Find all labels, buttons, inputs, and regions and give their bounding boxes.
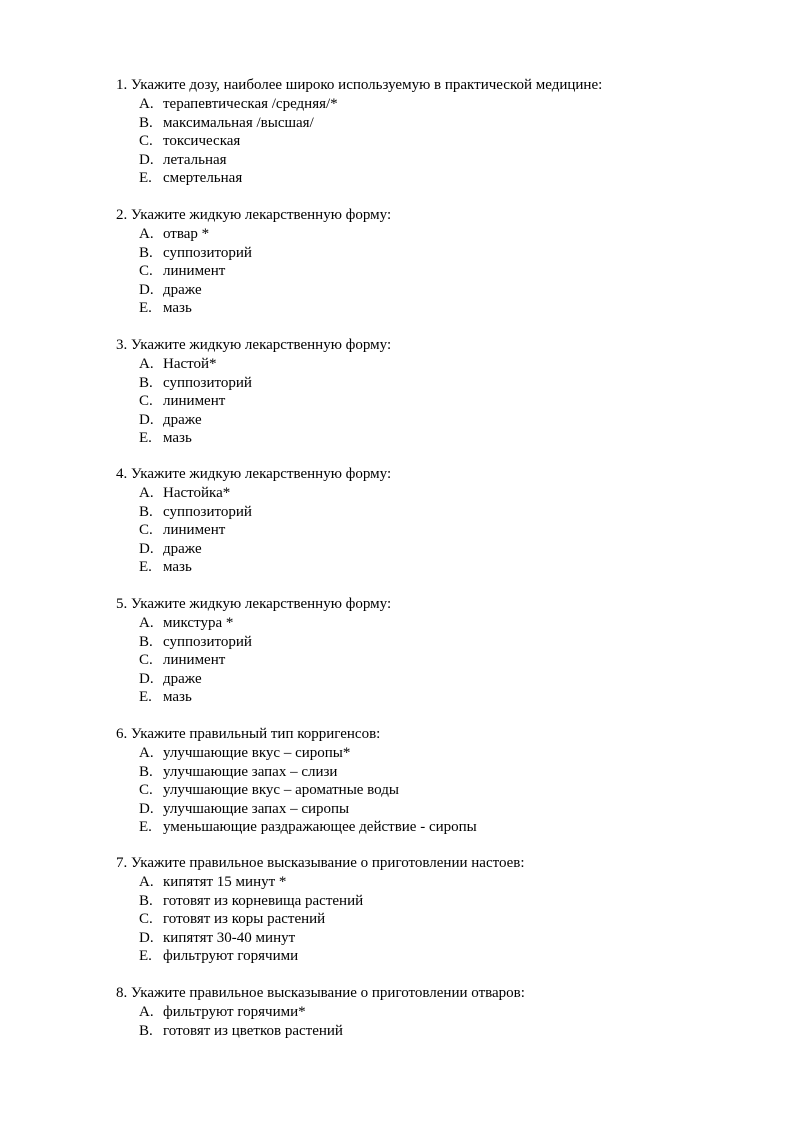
answer-option-c bbox=[116, 392, 776, 411]
option-text: максимальная /высшая/ bbox=[163, 114, 314, 131]
answer-options bbox=[116, 744, 776, 837]
option-letter: C. bbox=[139, 393, 153, 410]
option-letter: E. bbox=[139, 948, 152, 965]
option-text: отвар * bbox=[163, 226, 210, 242]
option-letter: D. bbox=[139, 411, 154, 428]
option-text: кипятят 30-40 минут bbox=[163, 929, 296, 946]
question-6 bbox=[116, 725, 776, 837]
option-letter: A. bbox=[139, 615, 154, 631]
answer-option-d bbox=[116, 281, 776, 300]
answer-option-e bbox=[116, 429, 776, 448]
answer-option-d bbox=[116, 411, 776, 430]
option-letter: A. bbox=[139, 485, 154, 501]
option-letter: B. bbox=[139, 892, 153, 909]
option-text: готовят из цветков растений bbox=[163, 1022, 343, 1039]
answer-option-d bbox=[116, 800, 776, 819]
option-letter: D. bbox=[139, 540, 154, 557]
answer-option-c bbox=[116, 781, 776, 800]
option-text: мазь bbox=[163, 689, 192, 706]
option-text: линимент bbox=[163, 393, 226, 410]
option-text: уменьшающие раздражающее действие - сиропы bbox=[163, 819, 477, 836]
answer-option-d bbox=[116, 151, 776, 170]
option-text: фильтруют горячими bbox=[163, 948, 299, 965]
answer-option-a bbox=[116, 484, 776, 503]
answer-option-b bbox=[116, 503, 776, 522]
option-letter: A. bbox=[139, 874, 154, 890]
option-letter: C. bbox=[139, 263, 153, 280]
option-text: линимент bbox=[163, 652, 226, 669]
answer-option-b bbox=[116, 892, 776, 911]
option-letter: C. bbox=[139, 782, 153, 799]
option-text: терапевтическая /средняя/* bbox=[163, 96, 338, 112]
option-text: улучшающие вкус – ароматные воды bbox=[163, 782, 399, 799]
option-text: готовят из корневища растений bbox=[163, 892, 364, 909]
answer-options bbox=[116, 614, 776, 707]
answer-options bbox=[116, 1003, 776, 1040]
option-text: улучшающие вкус – сиропы* bbox=[163, 745, 351, 761]
question-text: 2. Укажите жидкую лекарственную форму: bbox=[116, 207, 392, 223]
question-3 bbox=[116, 336, 776, 448]
answer-options bbox=[116, 484, 776, 577]
option-letter: D. bbox=[139, 800, 154, 817]
option-letter: B. bbox=[139, 114, 153, 131]
answer-option-c bbox=[116, 651, 776, 670]
option-text: мазь bbox=[163, 430, 192, 447]
question-2 bbox=[116, 206, 776, 318]
option-letter: A. bbox=[139, 226, 154, 242]
answer-option-c bbox=[116, 910, 776, 929]
answer-option-e bbox=[116, 558, 776, 577]
option-letter: B. bbox=[139, 763, 153, 780]
answer-option-b bbox=[116, 374, 776, 393]
option-letter: A. bbox=[139, 356, 154, 372]
option-letter: C. bbox=[139, 911, 153, 928]
option-text: летальная bbox=[163, 151, 227, 168]
question-text: 5. Укажите жидкую лекарственную форму: bbox=[116, 596, 392, 612]
answer-option-a bbox=[116, 355, 776, 374]
option-letter: D. bbox=[139, 281, 154, 298]
option-letter: E. bbox=[139, 689, 152, 706]
answer-option-e bbox=[116, 299, 776, 318]
option-letter: C. bbox=[139, 522, 153, 539]
option-text: фильтруют горячими* bbox=[163, 1004, 306, 1020]
option-letter: E. bbox=[139, 430, 152, 447]
question-text: 1. Укажите дозу, наиболее широко используемую в практической медицине: bbox=[116, 77, 603, 93]
option-text: суппозиторий bbox=[163, 374, 252, 391]
answer-option-b bbox=[116, 633, 776, 652]
answer-option-d bbox=[116, 929, 776, 948]
answer-option-b bbox=[116, 244, 776, 263]
option-text: микстура * bbox=[163, 615, 234, 631]
option-text: драже bbox=[163, 281, 202, 298]
option-letter: E. bbox=[139, 170, 152, 187]
option-letter: C. bbox=[139, 652, 153, 669]
option-text: линимент bbox=[163, 263, 226, 280]
answer-option-d bbox=[116, 670, 776, 689]
question-text: 7. Укажите правильное высказывание о приготовлении настоев: bbox=[116, 855, 525, 871]
option-text: готовят из коры растений bbox=[163, 911, 326, 928]
answer-option-a bbox=[116, 95, 776, 114]
option-letter: A. bbox=[139, 96, 154, 112]
option-text: мазь bbox=[163, 559, 192, 576]
answer-option-b bbox=[116, 763, 776, 782]
option-text: линимент bbox=[163, 522, 226, 539]
option-letter: C. bbox=[139, 133, 153, 150]
answer-option-e bbox=[116, 169, 776, 188]
answer-option-c bbox=[116, 262, 776, 281]
option-letter: B. bbox=[139, 633, 153, 650]
answer-option-d bbox=[116, 540, 776, 559]
answer-options bbox=[116, 225, 776, 318]
option-letter: D. bbox=[139, 929, 154, 946]
question-4 bbox=[116, 465, 776, 577]
option-text: драже bbox=[163, 670, 202, 687]
answer-option-a bbox=[116, 873, 776, 892]
answer-options bbox=[116, 95, 776, 188]
answer-options bbox=[116, 355, 776, 448]
question-8 bbox=[116, 984, 776, 1040]
option-letter: E. bbox=[139, 559, 152, 576]
option-text: улучшающие запах – слизи bbox=[163, 763, 338, 780]
answer-option-e bbox=[116, 947, 776, 966]
answer-option-a bbox=[116, 614, 776, 633]
answer-option-b bbox=[116, 114, 776, 133]
answer-options bbox=[116, 873, 776, 966]
option-text: улучшающие запах – сиропы bbox=[163, 800, 350, 817]
question-7 bbox=[116, 854, 776, 966]
question-text: 8. Укажите правильное высказывание о приготовлении отваров: bbox=[116, 985, 525, 1001]
option-text: суппозиторий bbox=[163, 503, 252, 520]
question-1 bbox=[116, 76, 776, 188]
option-text: кипятят 15 минут * bbox=[163, 874, 287, 890]
answer-option-a bbox=[116, 225, 776, 244]
option-letter: E. bbox=[139, 819, 152, 836]
option-letter: B. bbox=[139, 1022, 153, 1039]
option-letter: A. bbox=[139, 745, 154, 761]
option-letter: B. bbox=[139, 503, 153, 520]
option-text: Настойка* bbox=[163, 485, 231, 501]
option-letter: D. bbox=[139, 151, 154, 168]
answer-option-b bbox=[116, 1022, 776, 1041]
option-text: суппозиторий bbox=[163, 244, 252, 261]
option-text: смертельная bbox=[163, 170, 243, 187]
question-text: 3. Укажите жидкую лекарственную форму: bbox=[116, 337, 392, 353]
option-text: суппозиторий bbox=[163, 633, 252, 650]
option-text: мазь bbox=[163, 300, 192, 317]
question-text: 6. Укажите правильный тип корригенсов: bbox=[116, 726, 381, 742]
answer-option-c bbox=[116, 132, 776, 151]
question-text: 4. Укажите жидкую лекарственную форму: bbox=[116, 466, 392, 482]
option-text: токсическая bbox=[163, 133, 241, 150]
answer-option-e bbox=[116, 818, 776, 837]
answer-option-c bbox=[116, 521, 776, 540]
option-letter: B. bbox=[139, 244, 153, 261]
answer-option-a bbox=[116, 1003, 776, 1022]
answer-option-e bbox=[116, 688, 776, 707]
option-letter: D. bbox=[139, 670, 154, 687]
answer-option-a bbox=[116, 744, 776, 763]
option-text: драже bbox=[163, 411, 202, 428]
option-text: драже bbox=[163, 540, 202, 557]
option-letter: B. bbox=[139, 374, 153, 391]
option-text: Настой* bbox=[163, 356, 217, 372]
option-letter: A. bbox=[139, 1004, 154, 1020]
option-letter: E. bbox=[139, 300, 152, 317]
question-5 bbox=[116, 595, 776, 707]
